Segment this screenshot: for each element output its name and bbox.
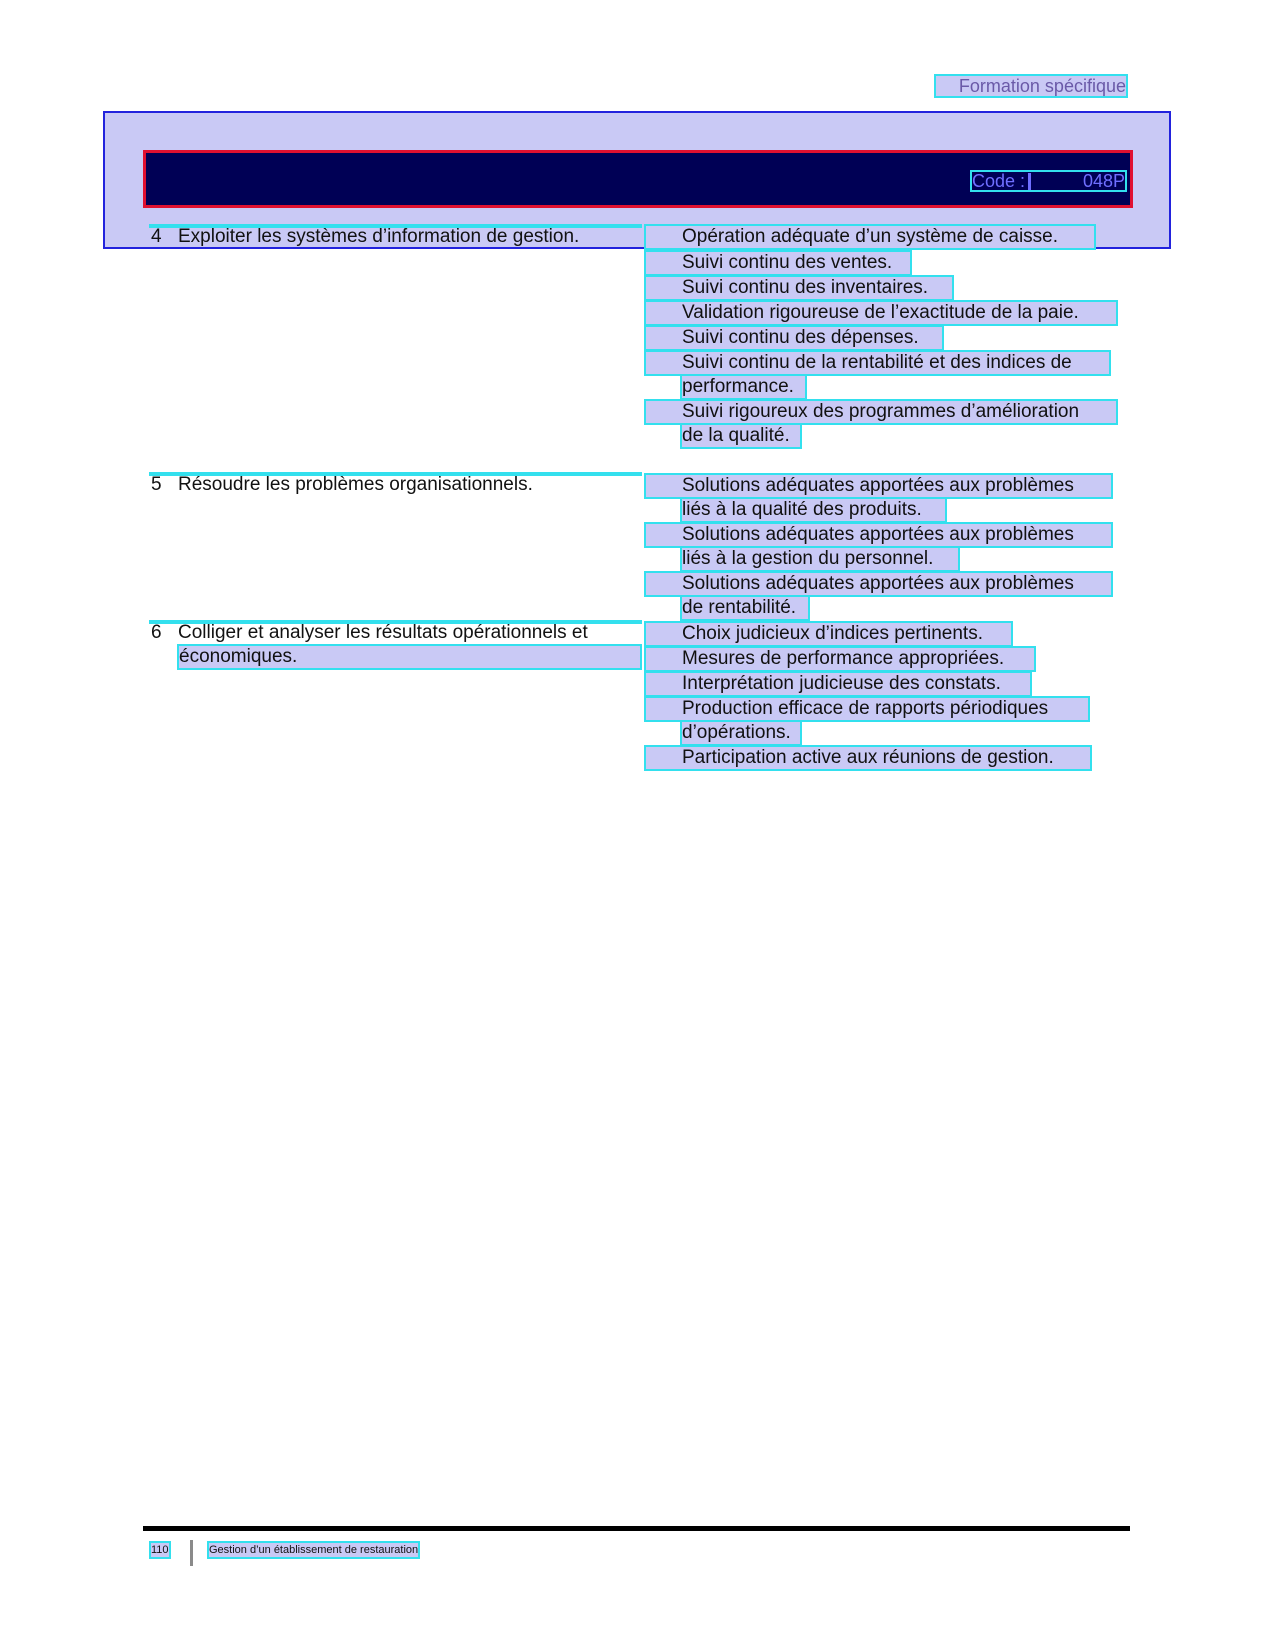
criterion-item: Suivi continu des inventaires. (646, 277, 952, 299)
criterion-item: Choix judicieux d’indices pertinents. (646, 623, 1011, 645)
criterion-item-continued: d’opérations. (682, 722, 800, 744)
criterion-item: Suivi continu de la rentabilité et des indices de (646, 352, 1109, 374)
code-value: 048P (1082, 171, 1125, 191)
criterion-item: Solutions adéquates apportées aux problèmes (646, 475, 1111, 497)
competency-text: Exploiter les systèmes d’information de gestion. (178, 226, 580, 247)
competency-number: 6 (151, 622, 162, 643)
criterion-item-continued: liés à la qualité des produits. (682, 499, 945, 521)
criterion-item-continued: performance. (682, 376, 805, 398)
footer-document-title: Gestion d’un établissement de restauration (209, 1544, 419, 1556)
competency-number: 4 (151, 226, 162, 247)
criterion-item: Suivi rigoureux des programmes d’amélioration (646, 401, 1116, 423)
competency-text: Résoudre les problèmes organisationnels. (178, 474, 533, 495)
criterion-item: Suivi continu des ventes. (646, 252, 910, 274)
criterion-item: Interprétation judicieuse des constats. (646, 673, 1030, 695)
competency-text-continued: économiques. (179, 646, 640, 668)
criterion-item: Mesures de performance appropriées. (646, 648, 1034, 670)
page-number: 110 (151, 1544, 169, 1556)
code-label: Code : (972, 171, 1026, 191)
criterion-item: Solutions adéquates apportées aux problèmes (646, 524, 1111, 546)
section-header: Formation spécifique (936, 76, 1126, 96)
footer-separator (190, 1540, 193, 1566)
criterion-item: Validation rigoureuse de l’exactitude de la paie. (646, 302, 1116, 324)
criterion-item: Suivi continu des dépenses. (646, 327, 942, 349)
footer-rule (143, 1526, 1130, 1531)
code-separator (1028, 173, 1031, 190)
criterion-item: Solutions adéquates apportées aux problèmes (646, 573, 1111, 595)
program-code (970, 170, 1127, 192)
criterion-item: Participation active aux réunions de gestion. (646, 747, 1090, 769)
criterion-item-continued: de la qualité. (682, 425, 800, 447)
competency-number: 5 (151, 474, 162, 495)
criterion-item: Production efficace de rapports périodiques (646, 698, 1088, 720)
criterion-item-continued: liés à la gestion du personnel. (682, 548, 958, 570)
criterion-item-continued: de rentabilité. (682, 597, 808, 619)
competency-text: Colliger et analyser les résultats opérationnels et (178, 622, 588, 643)
criterion-item: Opération adéquate d’un système de caisse. (646, 226, 1094, 248)
